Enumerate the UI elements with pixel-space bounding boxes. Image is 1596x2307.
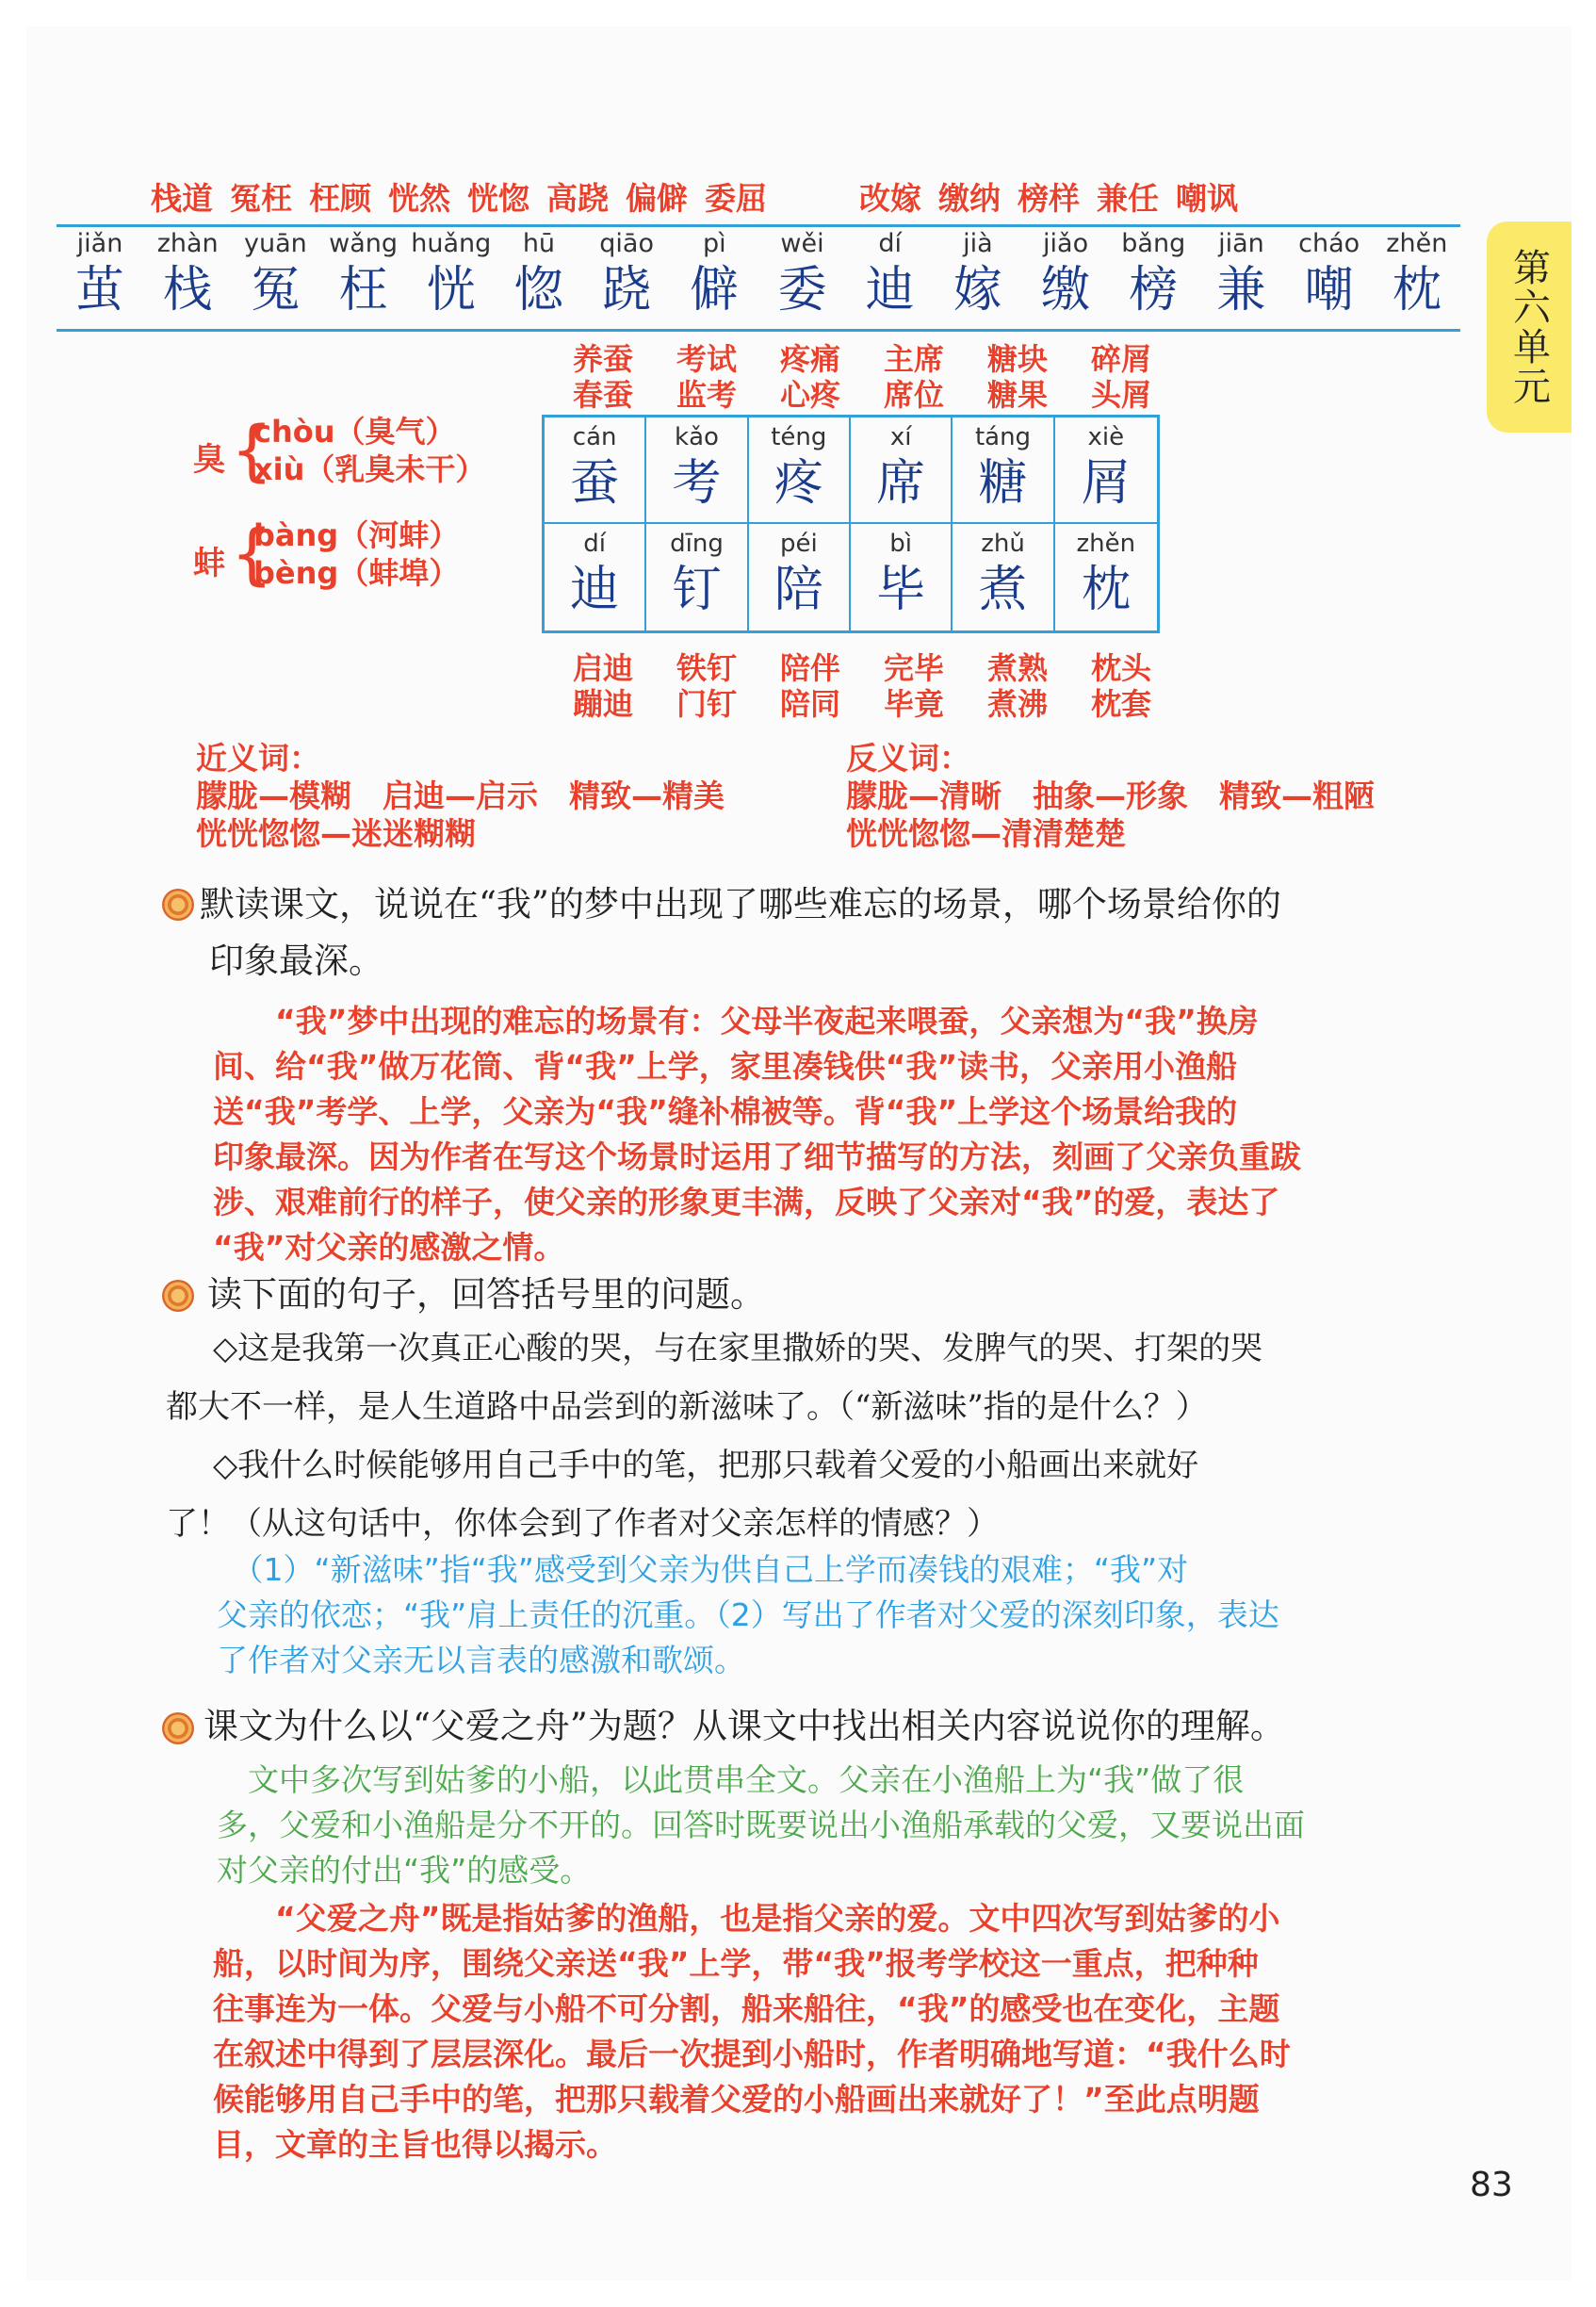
pinyin: jiǎo [1043,229,1089,258]
char-cell [1022,227,1109,329]
grid-cell [953,417,1054,524]
pinyin: zhǔ [981,530,1025,558]
antonyms [846,740,1375,853]
char-cell [496,227,582,329]
word-group [862,341,966,413]
polyphone-reading: bèng（蚌埠） [253,555,460,591]
character: 糖 [978,455,1028,512]
quoted-sentence-2 [166,1436,1475,1553]
grid-cell [1055,524,1157,630]
vocab-word: 恍然 [388,180,450,217]
answer-line: “我”梦中出现的难忘的场景有：父母半夜起来喂蚕，父亲想为“我”换房 [213,1003,1259,1039]
pinyin: yuān [244,229,307,258]
character: 惚 [513,262,563,319]
polyphone-chou [193,413,532,498]
vocab-word: 缴纳 [938,180,1001,217]
word: 糖块 [986,341,1048,377]
word: 完毕 [883,650,944,686]
hint-line: 多，父爱和小渔船是分不开的。回答时既要说出小渔船承载的父爱，又要说出面 [217,1807,1305,1843]
character: 榜 [1129,262,1179,319]
sentence-line: 了！（从这句话中，你体会到了作者对父亲怎样的情感？） [166,1505,999,1543]
pinyin: xiè [1087,423,1125,451]
word-group [758,341,862,413]
unit-tab [1487,221,1572,433]
pinyin: xí [889,423,912,451]
pinyin: cháo [1298,229,1360,258]
pinyin: jià [963,229,993,258]
question-marker-icon [162,1280,194,1312]
question-text: 印象最深。 [209,941,383,981]
word: 陪同 [779,686,840,722]
vocab-word: 委屈 [705,180,767,217]
word: 枕头 [1090,650,1151,686]
pinyin: huǎng [411,229,492,258]
character: 毕 [876,562,926,618]
question-3: 课文为什么以“父爱之舟”为题？从课文中找出相关内容说说你的理解。 [204,1706,1285,1746]
vocab-word: 改嫁 [859,180,921,217]
pinyin: dīng [670,530,724,558]
word-group [966,341,1069,413]
vocab-word: 冤枉 [230,180,292,217]
character: 枕 [1081,562,1131,618]
character: 恍 [426,262,476,319]
grid-cell [545,417,646,524]
synonyms-title: 近义词： [196,740,320,777]
unit-tab-label: 第六单元 [1506,248,1551,406]
character: 钉 [672,562,722,618]
char-cell [847,227,934,329]
char-cell [935,227,1021,329]
char-cell [759,227,846,329]
answer-line: 船，以时间为序，围绕父亲送“我”上学，带“我”报考学校这一重点，把种种 [213,1945,1259,1982]
grid-cell [749,417,851,524]
brace-icon: { [231,515,273,593]
word: 陪伴 [779,650,840,686]
word-group [655,341,758,413]
character-grid [542,415,1160,633]
vocab-word: 榜样 [1018,180,1080,217]
synonyms [196,740,725,853]
char-cell [583,227,670,329]
character: 陪 [774,562,823,618]
answer-line: 间、给“我”做万花筒、背“我”上学，家里凑钱供“我”读书，父亲用小渔船 [213,1048,1238,1085]
word: 糖果 [986,377,1048,413]
word: 启迪 [572,650,633,686]
antonyms-title: 反义词： [846,740,970,777]
answer-1 [213,999,1475,1270]
vocab-word: 嘲讽 [1176,180,1238,217]
question-marker-icon [162,889,194,921]
pinyin: cán [572,423,617,451]
grid-cell [851,417,953,524]
character: 栈 [163,262,213,319]
pinyin: téng [771,423,827,451]
grid-cell [953,524,1054,630]
character: 委 [777,262,827,319]
char-cell [1197,227,1284,329]
pinyin: pì [702,229,726,258]
vocab-word: 栈道 [151,180,213,217]
page-number: 83 [1470,2166,1513,2204]
pinyin: jiǎn [76,229,123,258]
char-cell [320,227,407,329]
pinyin: táng [974,423,1032,451]
character: 蚕 [570,455,620,512]
character: 席 [876,455,926,512]
answer-2 [217,1547,1479,1683]
grid-cell [545,524,646,630]
char-cell [144,227,231,329]
answer-line: 印象最深。因为作者在写这个场景时运用了细节描写的方法，刻画了父亲负重跋 [213,1138,1301,1175]
synonym-pairs: 朦胧—模糊 启迪—启示 精致—精美 [196,777,725,814]
synonym-pairs: 恍恍惚惚—迷迷糊糊 [196,815,476,852]
sentence-line: ◇我什么时候能够用自己手中的笔，把那只载着父爱的小船画出来就好 [213,1447,1199,1484]
word: 头屑 [1090,377,1151,413]
antonym-pairs: 恍恍惚惚—清清楚楚 [846,815,1126,852]
word-group [551,650,655,722]
polyphone-char: 臭 [193,441,225,479]
pinyin: zhàn [156,229,219,258]
word: 心疼 [779,377,840,413]
grid-cell [1055,417,1157,524]
word: 疼痛 [779,341,840,377]
hint-line: 文中多次写到姑爹的小船，以此贯串全文。父亲在小渔船上为“我”做了很 [217,1761,1245,1798]
pinyin: dí [878,229,902,258]
char-cell [1110,227,1197,329]
answer-line: 父亲的依恋；“我”肩上责任的沉重。（2）写出了作者对父爱的深刻印象，表达 [217,1596,1279,1633]
character: 疼 [774,455,823,512]
pinyin: zhěn [1386,229,1448,258]
pinyin: péi [779,530,818,558]
answer-line: 往事连为一体。父爱与小船不可分割，船来船往，“我”的感受也在变化，主题 [213,1990,1280,2027]
word: 蹦迪 [572,686,633,722]
word: 毕竟 [883,686,944,722]
answer-line: 在叙述中得到了层层深化。最后一次提到小船时，作者明确地写道：“我什么时 [213,2036,1291,2072]
char-cell [408,227,495,329]
char-cell [1374,227,1460,329]
sentence-line: 都大不一样，是人生道路中品尝到的新滋味了。（“新滋味”指的是什么？） [166,1388,1208,1426]
word: 煮沸 [986,686,1048,722]
question-1 [200,876,1472,990]
character: 茧 [74,262,124,319]
character: 枕 [1392,262,1441,319]
word-group [966,650,1069,722]
char-cell [671,227,757,329]
hint-line: 对父亲的付出“我”的感受。 [217,1852,592,1889]
pinyin: wǎng [329,229,398,258]
answer-3 [213,1896,1475,2168]
pinyin: bì [889,530,913,558]
pinyin: jiān [1218,229,1264,258]
answer-line: 目，文章的主旨也得以揭示。 [213,2126,617,2163]
question-marker-icon [162,1712,194,1744]
word-group [862,650,966,722]
word: 碎屑 [1090,341,1151,377]
vocabulary-words [151,174,1255,219]
question-text: 默读课文，说说在“我”的梦中出现了哪些难忘的场景，哪个场景给你的 [200,884,1281,924]
word-group [655,650,758,722]
word-group [551,341,655,413]
polyphone-reading: bàng（河蚌） [253,517,460,553]
word: 席位 [883,377,944,413]
answer-line: “父爱之舟”既是指姑爹的渔船，也是指父亲的爱。文中四次写到姑爹的小 [213,1900,1280,1937]
antonym-pairs: 朦胧—清晰 抽象—形象 精致—粗陋 [846,777,1375,814]
pinyin: bǎng [1121,229,1186,258]
pinyin: zhěn [1076,530,1136,558]
vocab-word: 恍惚 [467,180,529,217]
vocab-word: 高跷 [546,180,609,217]
character: 嘲 [1304,262,1354,319]
word: 监考 [676,377,737,413]
pinyin: dí [583,530,607,558]
character: 考 [672,455,722,512]
word: 养蚕 [572,341,633,377]
answer-line: 送“我”考学、上学，父亲为“我”缝补棉被等。背“我”上学这个场景给我的 [213,1093,1238,1130]
answer-line: 涉、艰难前行的样子，使父亲的形象更丰满，反映了父亲对“我”的爱，表达了 [213,1184,1280,1220]
pinyin: wěi [780,229,824,258]
grid-cell [749,524,851,630]
word: 煮熟 [986,650,1048,686]
character: 僻 [690,262,740,319]
word: 门钉 [676,686,737,722]
polyphone-char: 蚌 [193,545,225,582]
grid-cell [851,524,953,630]
word: 枕套 [1090,686,1151,722]
character: 缴 [1041,262,1091,319]
new-characters-row [57,224,1460,332]
word: 铁钉 [676,650,737,686]
polyphone-reading: chòu（臭气） [253,414,456,450]
char-cell [57,227,143,329]
answer-line: “我”对父亲的感激之情。 [213,1229,565,1266]
grid-cell [646,524,748,630]
character: 迪 [865,262,915,319]
answer-hint-3 [217,1758,1479,1893]
character: 兼 [1216,262,1266,319]
character: 屑 [1081,455,1131,512]
polyphone-reading: xiù（乳臭未干） [253,451,486,487]
word: 考试 [676,341,737,377]
character: 煮 [978,562,1028,618]
sentence-line: ◇这是我第一次真正心酸的哭，与在家里撒娇的哭、发脾气的哭、打架的哭 [213,1330,1263,1367]
char-cell [232,227,318,329]
character: 冤 [251,262,301,319]
vocab-word: 偏僻 [626,180,688,217]
vocab-word: 枉顾 [309,180,371,217]
answer-line: 候能够用自己手中的笔，把那只载着父爱的小船画出来就好了！”至此点明题 [213,2081,1260,2118]
pinyin: hū [522,229,556,258]
question-2: 读下面的句子，回答括号里的问题。 [207,1274,765,1315]
character: 嫁 [953,262,1002,319]
vocab-word: 兼任 [1097,180,1159,217]
word-group [758,650,862,722]
answer-line: （1）“新滋味”指“我”感受到父亲为供自己上学而凑钱的艰难；“我”对 [217,1551,1189,1588]
character: 跷 [602,262,652,319]
grid-cell [646,417,748,524]
polyphone-bang [193,516,532,601]
word-group [1069,341,1173,413]
character: 枉 [338,262,388,319]
word-group [1069,650,1173,722]
answer-line: 了作者对父亲无以言表的感激和歌颂。 [217,1642,745,1678]
pinyin: qiāo [599,229,654,258]
quoted-sentence-1 [166,1319,1475,1436]
word: 主席 [883,341,944,377]
character: 迪 [570,562,620,618]
word: 春蚕 [572,377,633,413]
brace-icon: { [231,412,273,489]
pinyin: kǎo [675,423,719,451]
char-cell [1286,227,1373,329]
